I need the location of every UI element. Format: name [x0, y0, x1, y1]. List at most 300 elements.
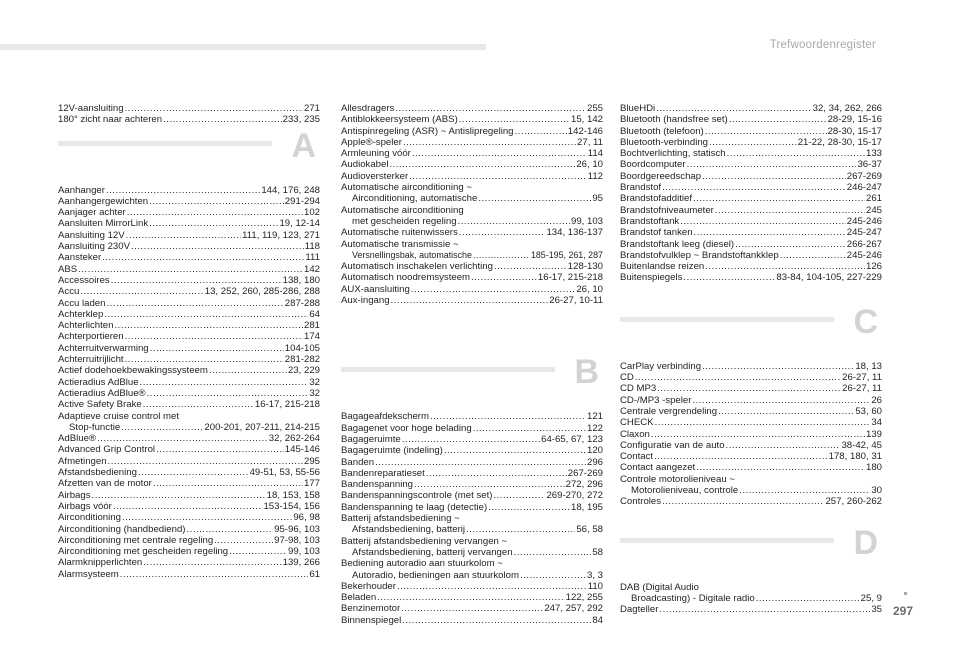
- header-title: Trefwoordenregister: [769, 39, 876, 51]
- index-term: Configuratie van de auto: [620, 439, 725, 451]
- index-pages: 64-65, 67, 123: [541, 433, 603, 445]
- index-term: Alarmknipperlichten: [58, 557, 143, 569]
- dot-leader: [111, 275, 282, 286]
- dot-leader: [709, 137, 797, 148]
- index-term: Allesdragers: [341, 103, 395, 114]
- index-term: Controle motorolieniveau ~: [620, 473, 735, 485]
- dot-leader: [153, 478, 303, 489]
- dot-leader: [702, 171, 846, 182]
- index-term: Automatische ruitenwissers: [341, 227, 458, 239]
- index-pages: 26, 10: [576, 283, 603, 295]
- section-rule: [341, 367, 555, 372]
- index-term: Controles: [620, 496, 662, 508]
- index-term: Active Safety Brake: [58, 399, 142, 411]
- index-entry: [620, 395, 882, 406]
- section-d-header: [620, 523, 882, 570]
- index-term: Airconditioning: [58, 512, 121, 524]
- index-pages: 120: [586, 445, 603, 457]
- index-entry: [620, 417, 882, 428]
- index-pages: 118: [304, 241, 320, 253]
- index-term: Advanced Grip Control: [58, 444, 156, 456]
- dot-leader: [391, 295, 549, 306]
- index-term: Aanhangergewichten: [58, 195, 149, 207]
- index-entry: [341, 547, 603, 558]
- index-term: Accu: [58, 286, 80, 298]
- index-entry: [341, 171, 603, 182]
- dot-leader: [657, 383, 841, 394]
- index-term: Accessoires: [58, 274, 110, 286]
- dot-leader: [702, 361, 854, 372]
- index-entry: [58, 501, 320, 512]
- index-pages: 95-96, 103: [274, 523, 320, 535]
- index-entry: [620, 272, 882, 283]
- index-entry: [58, 411, 320, 422]
- index-pages: 144, 176, 248: [261, 184, 320, 196]
- index-term: Achterruitrijlicht: [58, 354, 124, 366]
- index-pages: 96, 98: [293, 512, 320, 524]
- index-term: CD: [620, 372, 634, 384]
- index-pages: 32, 34, 262, 266: [812, 103, 882, 114]
- dot-leader: [520, 570, 586, 581]
- index-entry: [341, 468, 603, 479]
- index-pages: 21-22, 28-30, 15-17: [797, 136, 882, 148]
- index-entry: [58, 365, 320, 376]
- index-entry: [620, 159, 882, 170]
- index-entry: [58, 241, 320, 252]
- index-term: Bandenspanning te laag (detectie): [341, 501, 488, 513]
- index-entry: [341, 137, 603, 148]
- index-entry: [341, 513, 603, 524]
- dot-leader: [163, 114, 282, 125]
- index-entry: [341, 284, 603, 295]
- index-entry: [58, 264, 320, 275]
- index-pages: 38-42, 45: [841, 439, 882, 451]
- dot-leader: [651, 429, 865, 440]
- index-pages: 99, 103: [287, 546, 320, 558]
- index-pages: 255: [586, 103, 603, 114]
- dot-leader: [654, 451, 828, 462]
- index-entry: [620, 103, 882, 114]
- index-pages: 114: [587, 148, 603, 160]
- pre-entries: [58, 103, 320, 126]
- index-entry: [620, 451, 882, 462]
- index-entry: [620, 182, 882, 193]
- dot-leader: [377, 592, 564, 603]
- index-pages: 15, 142: [570, 114, 603, 126]
- dot-leader: [126, 230, 241, 241]
- index-pages: 271: [303, 103, 320, 114]
- index-term: Bagageruimte (indeling): [341, 445, 443, 457]
- dot-leader: [409, 171, 587, 182]
- index-term: Contact: [620, 451, 654, 463]
- index-entry: [58, 524, 320, 535]
- dot-leader: [635, 372, 841, 383]
- index-pages: 97-98, 103: [274, 534, 320, 546]
- index-term: Batterij afstandsbediening ~: [341, 513, 460, 525]
- dot-leader: [756, 593, 860, 604]
- section-a-header: [58, 126, 320, 173]
- dot-leader: [683, 272, 775, 283]
- index-term: Afzetten van de motor: [58, 478, 152, 490]
- dot-leader: [106, 185, 260, 196]
- index-term: Bochtverlichting, statisch: [620, 148, 726, 160]
- index-entry: [58, 343, 320, 354]
- section-rule: [58, 141, 272, 146]
- dot-leader: [131, 241, 304, 252]
- dot-leader: [120, 569, 309, 580]
- index-entry: [58, 275, 320, 286]
- index-entry: [620, 239, 882, 250]
- index-entry: [620, 593, 882, 604]
- index-entry: [341, 103, 603, 114]
- index-column-3: [620, 103, 882, 616]
- index-term: Airbags vóór: [58, 500, 112, 512]
- dot-leader: [140, 377, 309, 388]
- dot-leader: [395, 103, 586, 114]
- index-pages: 245: [865, 204, 882, 216]
- index-term: CHECK: [620, 417, 654, 429]
- index-entry: [58, 331, 320, 342]
- index-pages: 18, 153, 158: [266, 489, 320, 501]
- index-entry: [341, 457, 603, 468]
- index-entry: [620, 361, 882, 372]
- index-pages: 95: [592, 193, 603, 205]
- index-entry: [58, 218, 320, 229]
- pre-entries: [620, 103, 882, 284]
- dot-leader: [147, 388, 309, 399]
- index-term: met gescheiden regeling: [352, 215, 457, 227]
- dot-leader: [656, 103, 811, 114]
- dot-leader: [108, 456, 303, 467]
- dot-leader: [143, 399, 254, 410]
- index-pages: 16-17, 215-218: [537, 272, 603, 284]
- section-rule: [620, 317, 834, 322]
- index-entry: [58, 377, 320, 388]
- page-number: 297: [893, 604, 914, 618]
- index-entry: [58, 399, 320, 410]
- index-entry: [341, 524, 603, 535]
- dot-leader: [680, 216, 846, 227]
- index-term: Stop-functie: [69, 421, 121, 433]
- index-term: AdBlue®: [58, 433, 97, 445]
- index-entry: [620, 137, 882, 148]
- index-entry: [620, 474, 882, 485]
- index-pages: 32: [309, 387, 320, 399]
- index-entry: [341, 250, 603, 261]
- dot-leader: [402, 434, 540, 445]
- index-pages: 267-269: [567, 467, 603, 479]
- index-term: AUX-aansluiting: [341, 283, 410, 295]
- index-entry: [620, 205, 882, 216]
- index-pages: 3, 3: [586, 569, 603, 581]
- dot-leader: [692, 395, 870, 406]
- index-pages: 61: [309, 568, 320, 580]
- index-entry: [620, 171, 882, 182]
- index-term: Aansluiting 230V: [58, 241, 131, 253]
- index-pages: 26-27, 11: [842, 372, 882, 384]
- index-term: Afstandsbediening: [58, 467, 137, 479]
- index-pages: 200-201, 207-211, 214-215: [204, 421, 320, 433]
- index-term: ABS: [58, 263, 78, 275]
- index-entry: [341, 295, 603, 306]
- index-entry: [341, 126, 603, 137]
- index-term: CD-/MP3 -speler: [620, 394, 692, 406]
- index-pages: 99, 103: [570, 215, 603, 227]
- index-entry: [58, 252, 320, 263]
- dot-leader: [514, 547, 592, 558]
- index-entry: [341, 570, 603, 581]
- index-pages: 111: [305, 252, 320, 264]
- index-entry: [620, 216, 882, 227]
- index-pages: 112: [587, 170, 603, 182]
- index-term: Afmetingen: [58, 455, 107, 467]
- dot-leader: [402, 615, 591, 626]
- index-pages: 291-294: [284, 195, 320, 207]
- index-term: Versnellingsbak, automatische: [352, 249, 472, 260]
- index-term: Afstandsbediening, batterij vervangen: [352, 546, 513, 558]
- index-entry: [341, 445, 603, 456]
- index-pages: 134, 136-137: [546, 227, 603, 239]
- index-term: Centrale vergrendeling: [620, 405, 718, 417]
- index-entry: [58, 196, 320, 207]
- dot-leader: [694, 227, 846, 238]
- dot-leader: [127, 207, 303, 218]
- dot-leader: [430, 411, 586, 422]
- index-term: Brandstofvulklep ~ Brandstoftankklep: [620, 249, 779, 261]
- index-entry: [341, 239, 603, 250]
- index-pages: 178, 180, 31: [828, 451, 882, 463]
- dot-leader: [143, 557, 281, 568]
- dot-leader: [186, 524, 273, 535]
- index-pages: 25, 9: [860, 592, 882, 604]
- dot-leader: [655, 417, 871, 428]
- index-entry: [341, 411, 603, 422]
- index-pages: 145-146: [284, 444, 320, 456]
- dot-leader: [122, 512, 292, 523]
- index-term: Afstandsbediening, batterij: [352, 524, 466, 536]
- index-entry: [58, 535, 320, 546]
- index-term: Brandstofniveaumeter: [620, 204, 714, 216]
- index-pages: 34: [871, 417, 882, 429]
- dot-leader: [444, 445, 586, 456]
- index-entry: [341, 603, 603, 614]
- index-term: Banden: [341, 456, 375, 468]
- section-letter: D: [853, 523, 878, 562]
- index-entry: [620, 604, 882, 615]
- index-pages: 245-246: [846, 249, 882, 261]
- index-term: Bluetooth-verbinding: [620, 136, 709, 148]
- dot-leader: [426, 468, 567, 479]
- index-pages: 281-282: [284, 354, 320, 366]
- dot-leader: [149, 196, 284, 207]
- index-term: Brandstoftank: [620, 215, 680, 227]
- index-entry: [341, 182, 603, 193]
- dot-leader: [739, 485, 870, 496]
- dot-leader: [459, 114, 570, 125]
- index-pages: 142: [303, 263, 320, 275]
- index-entry: [620, 193, 882, 204]
- dot-leader: [229, 546, 287, 557]
- index-term: CD MP3: [620, 383, 657, 395]
- index-term: Airbags: [58, 489, 91, 501]
- dot-leader: [78, 264, 303, 275]
- index-term: Audiokabel: [341, 159, 389, 171]
- index-term: Apple®-speler: [341, 136, 402, 148]
- section-rule: [620, 538, 834, 543]
- index-pages: 245-247: [846, 227, 882, 239]
- index-pages: 26, 10: [576, 159, 603, 171]
- index-entry: [58, 207, 320, 218]
- index-term: Brandstofadditief: [620, 193, 692, 205]
- dot-leader: [412, 148, 587, 159]
- index-term: Automatische transmissie ~: [341, 238, 459, 250]
- dot-leader: [102, 252, 304, 263]
- index-term: Automatisch noodremsysteem: [341, 272, 471, 284]
- index-pages: 56, 58: [576, 524, 603, 536]
- dot-leader: [662, 496, 824, 507]
- index-term: Accu laden: [58, 297, 106, 309]
- index-pages: 296: [586, 456, 603, 468]
- dot-leader: [403, 137, 576, 148]
- index-pages: 185-195, 261, 287: [530, 249, 603, 260]
- index-term: Bagageruimte: [341, 433, 401, 445]
- index-pages: 30: [871, 485, 882, 497]
- index-pages: 267-269: [846, 170, 882, 182]
- index-entry: [341, 193, 603, 204]
- dot-leader: [473, 250, 530, 261]
- section-b-entries: [341, 411, 603, 626]
- index-pages: 18, 195: [570, 501, 603, 513]
- index-pages: 16-17, 215-218: [254, 399, 320, 411]
- index-entry: [341, 423, 603, 434]
- index-pages: 58: [592, 546, 603, 558]
- dot-leader: [414, 479, 565, 490]
- dot-leader: [715, 205, 865, 216]
- index-term: Aansluiting 12V: [58, 229, 125, 241]
- dot-leader: [466, 524, 575, 535]
- index-pages: 27, 11: [577, 136, 603, 148]
- dot-leader: [389, 159, 575, 170]
- index-entry: [58, 422, 320, 433]
- dot-leader: [397, 581, 587, 592]
- index-pages: 153-154, 156: [263, 500, 320, 512]
- index-entry: [341, 479, 603, 490]
- index-term: Claxon: [620, 428, 650, 440]
- index-pages: 53, 60: [855, 405, 882, 417]
- dot-leader: [149, 218, 278, 229]
- dot-leader: [80, 286, 203, 297]
- dot-leader: [411, 284, 576, 295]
- dot-leader: [209, 365, 287, 376]
- pre-entries: [341, 103, 603, 306]
- index-entry: [620, 114, 882, 125]
- index-pages: 266-267: [846, 238, 882, 250]
- dot-leader: [92, 490, 266, 501]
- index-entry: [620, 429, 882, 440]
- index-pages: 122: [586, 422, 603, 434]
- index-term: DAB (Digital Audio: [620, 581, 699, 593]
- dot-leader: [458, 216, 570, 227]
- index-pages: 36-37: [857, 159, 882, 171]
- index-entry: [620, 582, 882, 593]
- index-entry: [620, 496, 882, 507]
- index-pages: 49-51, 53, 55-56: [249, 467, 320, 479]
- index-pages: 128-130: [567, 261, 603, 273]
- index-pages: 180: [865, 462, 882, 474]
- index-entry: [620, 227, 882, 238]
- index-entry: [620, 462, 882, 473]
- index-entry: [341, 148, 603, 159]
- index-entry: [341, 261, 603, 272]
- index-pages: 64: [309, 308, 320, 320]
- dot-leader: [150, 343, 284, 354]
- index-pages: 174: [303, 331, 320, 343]
- index-term: BlueHDi: [620, 103, 656, 114]
- dot-leader: [125, 331, 303, 342]
- index-term: Aanjager achter: [58, 207, 126, 219]
- index-entry: [620, 383, 882, 394]
- index-entry: [620, 440, 882, 451]
- index-entry: [58, 557, 320, 568]
- index-entry: [620, 372, 882, 383]
- index-pages: 35: [871, 604, 882, 616]
- index-term: Airconditioning, automatische: [352, 193, 478, 205]
- dot-leader: [471, 272, 537, 283]
- index-entry: [341, 216, 603, 227]
- index-entry: [341, 615, 603, 626]
- index-term: Brandstoftank leeg (diesel): [620, 238, 735, 250]
- index-term: Actieradius AdBlue®: [58, 387, 146, 399]
- index-term: 12V-aansluiting: [58, 103, 124, 114]
- section-b-header: [341, 353, 603, 399]
- index-term: Bandenspanningscontrole (met set): [341, 490, 493, 502]
- section-letter: C: [853, 302, 878, 341]
- index-term: Batterij afstandsbediening vervangen ~: [341, 535, 508, 547]
- index-entry: [58, 512, 320, 523]
- dot-leader: [493, 490, 545, 501]
- index-term: Brandstof tanken: [620, 227, 693, 239]
- index-term: Bluetooth (handsfree set): [620, 114, 728, 126]
- index-term: Armleuning vóór: [341, 148, 411, 160]
- index-pages: 295: [303, 455, 320, 467]
- index-entry: [620, 126, 882, 137]
- index-pages: 126: [865, 261, 882, 273]
- index-term: Bekerhouder: [341, 580, 396, 592]
- index-term: Achterportieren: [58, 331, 124, 343]
- index-pages: 13, 252, 260, 285-286, 288: [204, 286, 320, 298]
- dot-leader: [780, 250, 846, 261]
- index-pages: 32: [309, 376, 320, 388]
- header-rule: [0, 44, 486, 50]
- index-pages: 23, 229: [287, 365, 320, 377]
- dot-leader: [705, 261, 865, 272]
- dot-leader: [113, 501, 263, 512]
- index-pages: 257, 260-262: [825, 496, 882, 508]
- index-entry: [341, 272, 603, 283]
- index-pages: 28-29, 15-16: [827, 114, 882, 126]
- index-term: Bluetooth (telefoon): [620, 125, 704, 137]
- dot-leader: [214, 535, 273, 546]
- index-entry: [341, 558, 603, 569]
- index-term: Bagageafdekscherm: [341, 411, 429, 423]
- dot-leader: [662, 182, 846, 193]
- index-entry: [341, 159, 603, 170]
- index-entry: [341, 490, 603, 501]
- index-term: Aansluiten MirrorLink: [58, 218, 149, 230]
- index-term: Airconditioning met gescheiden regeling: [58, 546, 229, 558]
- index-entry: [58, 456, 320, 467]
- index-entry: [58, 478, 320, 489]
